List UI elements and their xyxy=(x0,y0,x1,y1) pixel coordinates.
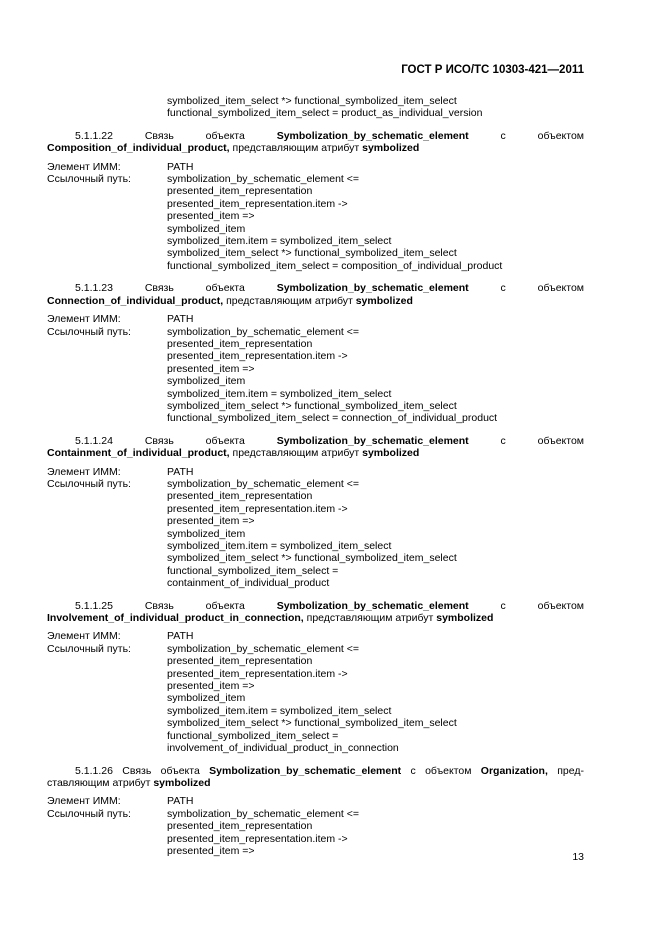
path-line: symbolized_item xyxy=(167,375,246,388)
ref-path-row xyxy=(47,643,584,755)
entity-name: Symbolization_by_schematic_element xyxy=(276,599,469,612)
ref-path-label: Ссылочный путь: xyxy=(47,642,131,655)
clause-heading xyxy=(47,600,584,625)
path-line: symbolization_by_schematic_element <= xyxy=(167,807,360,820)
clause-5.1.1.26 xyxy=(47,765,584,858)
path-line: symbolized_item.item = symbolized_item_select xyxy=(167,540,392,552)
target-entity: Involvement_of_individual_product_in_connection, xyxy=(47,612,304,625)
clause-text: с объектом xyxy=(500,282,585,295)
clause-heading xyxy=(47,282,584,307)
target-entity: Containment_of_individual_product, xyxy=(47,447,230,460)
clause-5.1.1.22 xyxy=(47,130,584,272)
target-entity: Organization, xyxy=(480,764,548,777)
path-line: presented_item_representation xyxy=(167,185,313,198)
sections-list xyxy=(47,130,584,858)
mapping-block xyxy=(47,630,584,754)
path-line: functional_symbolized_item_select = xyxy=(167,564,339,577)
path-line: symbolized_item.item = symbolized_item_select xyxy=(167,387,392,400)
path-line: symbolization_by_schematic_element <= xyxy=(167,642,360,655)
path-line: presented_item => xyxy=(167,362,255,375)
ref-path-row xyxy=(47,326,584,425)
continuation-block xyxy=(47,95,584,120)
element-row xyxy=(47,795,584,807)
clause-text: Связь объекта xyxy=(122,764,200,777)
ref-path-lines xyxy=(167,478,584,590)
mapping-block xyxy=(47,161,584,273)
path-line: functional_symbolized_item_select = product_as_individual_version xyxy=(167,107,483,120)
ref-path-lines xyxy=(167,643,584,755)
target-entity: Connection_of_individual_product, xyxy=(47,294,224,307)
entity-name: Symbolization_by_schematic_element xyxy=(276,434,469,447)
clause-number: 5.1.1.23 xyxy=(75,282,113,295)
clause-text: представляющим атрибут xyxy=(232,142,360,155)
attribute-name: symbolized xyxy=(436,612,494,625)
path-line: symbolized_item.item = symbolized_item_select xyxy=(167,235,392,248)
ref-path-lines xyxy=(167,808,584,858)
path-line: functional_symbolized_item_select = connection_of_individual_product xyxy=(167,412,498,425)
element-row xyxy=(47,466,584,478)
entity-name: Symbolization_by_schematic_element xyxy=(209,764,402,777)
path-line: presented_item_representation xyxy=(167,655,313,668)
clause-number: 5.1.1.25 xyxy=(75,599,113,612)
path-line: presented_item => xyxy=(167,680,255,693)
ref-path-row xyxy=(47,173,584,272)
path-line: presented_item_representation xyxy=(167,337,313,350)
path-line: symbolized_item_select *> functional_symbolized_item_select xyxy=(167,717,457,730)
clause-5.1.1.24 xyxy=(47,435,584,590)
element-value: PATH xyxy=(167,313,194,326)
path-line: symbolized_item xyxy=(167,222,246,235)
element-row xyxy=(47,313,584,325)
attribute-name: symbolized xyxy=(362,447,420,460)
attribute-name: symbolized xyxy=(362,142,420,155)
clause-5.1.1.23 xyxy=(47,282,584,424)
clause-5.1.1.25 xyxy=(47,600,584,755)
path-line: presented_item_representation.item -> xyxy=(167,832,348,845)
clause-text: пред-ставляющим атрибут xyxy=(47,764,584,789)
path-line: presented_item => xyxy=(167,515,255,528)
element-label: Элемент ИММ: xyxy=(47,795,121,808)
clause-text: Связь объекта xyxy=(144,599,245,612)
clause-text: с объектом xyxy=(500,129,585,142)
path-line: presented_item_representation.item -> xyxy=(167,667,348,680)
path-line: symbolized_item.item = symbolized_item_select xyxy=(167,704,392,717)
path-line: containment_of_individual_product xyxy=(167,577,330,590)
element-value: PATH xyxy=(167,795,194,808)
path-line: presented_item => xyxy=(167,844,255,857)
ref-path-row xyxy=(47,808,584,858)
element-label: Элемент ИММ: xyxy=(47,313,121,326)
path-line: presented_item => xyxy=(167,210,255,223)
clause-number: 5.1.1.26 xyxy=(75,764,113,777)
path-line: symbolized_item xyxy=(167,692,246,705)
path-line: symbolized_item_select *> functional_symbolized_item_select xyxy=(167,95,457,107)
page-number: 13 xyxy=(572,851,584,863)
element-row xyxy=(47,630,584,642)
clause-number: 5.1.1.22 xyxy=(75,129,113,142)
page-content xyxy=(47,95,584,857)
element-value: PATH xyxy=(167,160,194,173)
clause-text: с объектом xyxy=(500,434,585,447)
path-line: symbolized_item xyxy=(167,527,246,540)
entity-name: Symbolization_by_schematic_element xyxy=(276,282,469,295)
clause-text: с объектом xyxy=(410,764,472,777)
clause-text: Связь объекта xyxy=(144,282,245,295)
entity-name: Symbolization_by_schematic_element xyxy=(276,129,469,142)
ref-path-label: Ссылочный путь: xyxy=(47,807,131,820)
clause-number: 5.1.1.24 xyxy=(75,434,113,447)
clause-text: Связь объекта xyxy=(144,434,245,447)
ref-path-label: Ссылочный путь: xyxy=(47,173,131,186)
element-value: PATH xyxy=(167,630,194,643)
clause-heading xyxy=(47,130,584,155)
path-line: functional_symbolized_item_select = xyxy=(167,729,339,742)
path-line: presented_item_representation xyxy=(167,490,313,503)
mapping-block xyxy=(47,313,584,425)
ref-path-lines xyxy=(167,173,584,272)
path-line: symbolization_by_schematic_element <= xyxy=(167,477,360,490)
clause-heading xyxy=(47,435,584,460)
clause-text: представляющим атрибут xyxy=(306,612,434,625)
path-line: symbolized_item_select *> functional_symbolized_item_select xyxy=(167,399,457,412)
target-entity: Composition_of_individual_product, xyxy=(47,142,230,155)
element-row xyxy=(47,161,584,173)
path-line: presented_item_representation xyxy=(167,820,313,833)
attribute-name: symbolized xyxy=(153,776,211,789)
element-value: PATH xyxy=(167,465,194,478)
path-line: symbolized_item_select *> functional_symbolized_item_select xyxy=(167,552,457,565)
path-line: involvement_of_individual_product_in_connection xyxy=(167,742,399,755)
clause-text: представляющим атрибут xyxy=(232,447,360,460)
clause-heading xyxy=(47,765,584,790)
mapping-block xyxy=(47,795,584,857)
element-label: Элемент ИММ: xyxy=(47,465,121,478)
attribute-name: symbolized xyxy=(355,294,413,307)
path-line: presented_item_representation.item -> xyxy=(167,502,348,515)
ref-path-row xyxy=(47,478,584,590)
path-line: symbolization_by_schematic_element <= xyxy=(167,325,360,338)
path-line: presented_item_representation.item -> xyxy=(167,350,348,363)
ref-path-lines xyxy=(167,326,584,425)
path-line: functional_symbolized_item_select = composition_of_individual_product xyxy=(167,259,503,272)
document-header: ГОСТ Р ИСО/ТС 10303-421—2011 xyxy=(401,64,584,76)
ref-path-label: Ссылочный путь: xyxy=(47,325,131,338)
path-line: symbolization_by_schematic_element <= xyxy=(167,173,360,186)
ref-path-label: Ссылочный путь: xyxy=(47,477,131,490)
clause-text: представляющим атрибут xyxy=(226,294,353,307)
clause-text: с объектом xyxy=(500,599,585,612)
path-line: symbolized_item_select *> functional_symbolized_item_select xyxy=(167,247,457,260)
mapping-block xyxy=(47,466,584,590)
element-label: Элемент ИММ: xyxy=(47,160,121,173)
path-line: presented_item_representation.item -> xyxy=(167,197,348,210)
element-label: Элемент ИММ: xyxy=(47,630,121,643)
clause-text: Связь объекта xyxy=(144,129,245,142)
